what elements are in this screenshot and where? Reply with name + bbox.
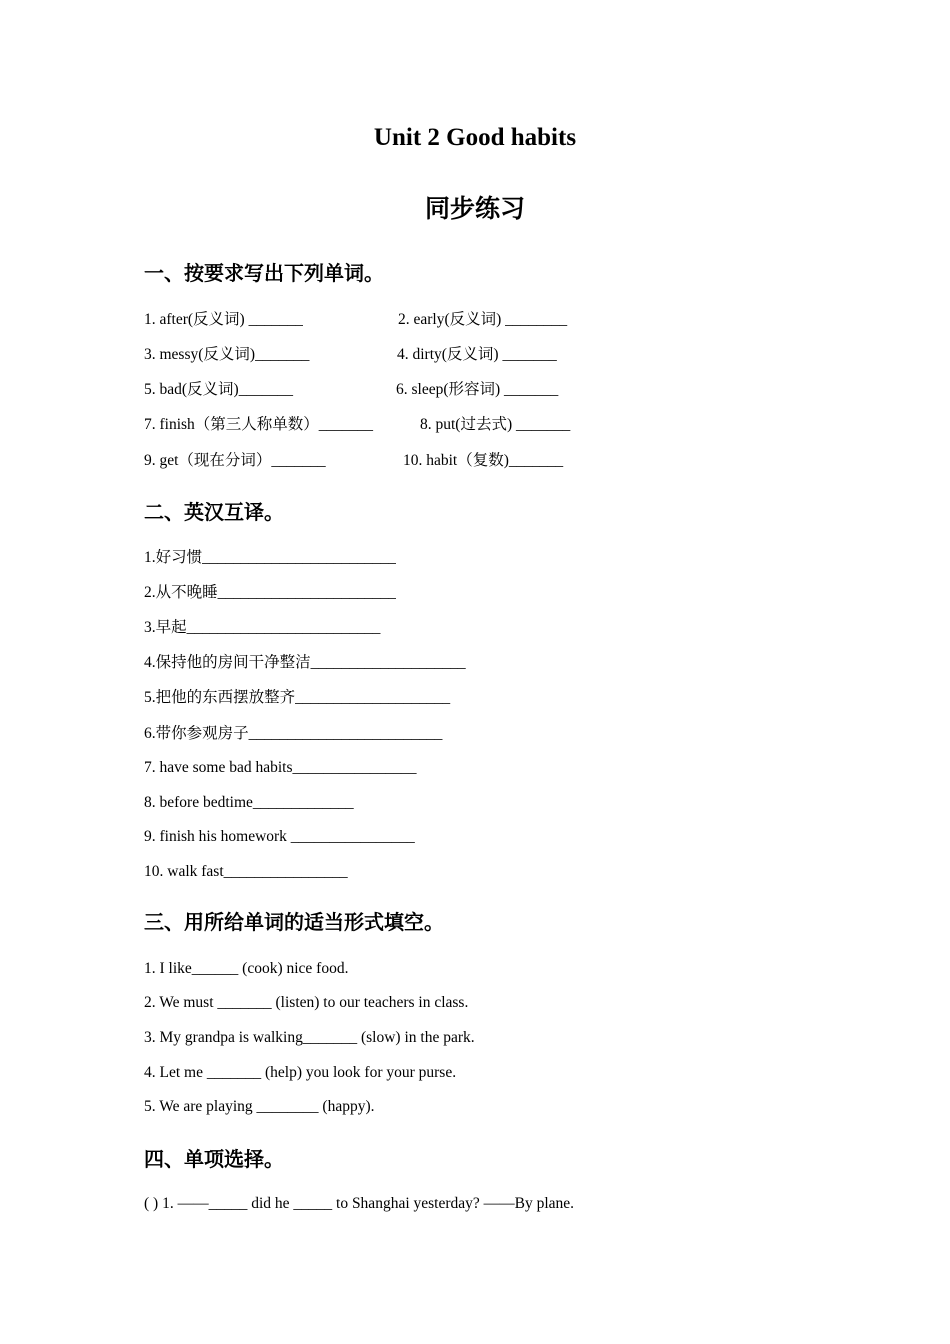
section-4-item-1: ( ) 1. ——_____ did he _____ to Shanghai yesterday? ——By plane. xyxy=(144,1195,575,1212)
section-1-item-9: 9. get（现在分词）_______ xyxy=(144,452,326,469)
section-2-item-7: 7. have some bad habits________________ xyxy=(144,759,417,776)
section-3-item-1: 1. I like______ (cook) nice food. xyxy=(144,960,349,977)
section-2-item-9: 9. finish his homework ________________ xyxy=(144,828,415,845)
section-3-item-3: 3. My grandpa is walking_______ (slow) in the park. xyxy=(144,1029,475,1046)
section-1-item-3: 3. messy(反义词)_______ xyxy=(144,346,310,363)
section-1-item-4: 4. dirty(反义词) _______ xyxy=(397,346,557,363)
section-2-item-6: 6.带你参观房子_________________________ xyxy=(144,725,443,742)
section-2-item-4: 4.保持他的房间干净整洁____________________ xyxy=(144,654,466,671)
section-4-heading: 四、单项选择。 xyxy=(144,1147,284,1171)
section-3-heading: 三、用所给单词的适当形式填空。 xyxy=(144,910,444,934)
section-1-heading: 一、按要求写出下列单词。 xyxy=(144,261,384,285)
section-3-item-2: 2. We must _______ (listen) to our teachers in class. xyxy=(144,994,469,1011)
section-1-item-5: 5. bad(反义词)_______ xyxy=(144,381,293,398)
section-1-item-6: 6. sleep(形容词) _______ xyxy=(396,381,559,398)
page-subtitle: 同步练习 xyxy=(424,194,525,223)
section-3-item-5: 5. We are playing ________ (happy). xyxy=(144,1098,375,1115)
section-2-item-1: 1.好习惯_________________________ xyxy=(144,549,396,566)
section-1-item-7: 7. finish（第三人称单数）_______ xyxy=(144,416,374,433)
page-title: Unit 2 Good habits xyxy=(373,124,577,151)
section-1-item-10: 10. habit（复数)_______ xyxy=(403,452,564,469)
section-3-item-4: 4. Let me _______ (help) you look for your purse. xyxy=(144,1064,457,1081)
section-2-item-8: 8. before bedtime_____________ xyxy=(144,794,354,811)
section-2-item-5: 5.把他的东西摆放整齐____________________ xyxy=(144,689,451,706)
section-2-item-10: 10. walk fast________________ xyxy=(144,863,348,880)
section-1-item-2: 2. early(反义词) ________ xyxy=(398,311,568,328)
section-2-heading: 二、英汉互译。 xyxy=(144,500,284,524)
section-1-item-8: 8. put(过去式) _______ xyxy=(420,416,571,433)
section-1-item-1: 1. after(反义词) _______ xyxy=(144,311,303,328)
section-2-item-2: 2.从不晚睡_______________________ xyxy=(144,584,396,601)
section-2-item-3: 3.早起_________________________ xyxy=(144,619,381,636)
